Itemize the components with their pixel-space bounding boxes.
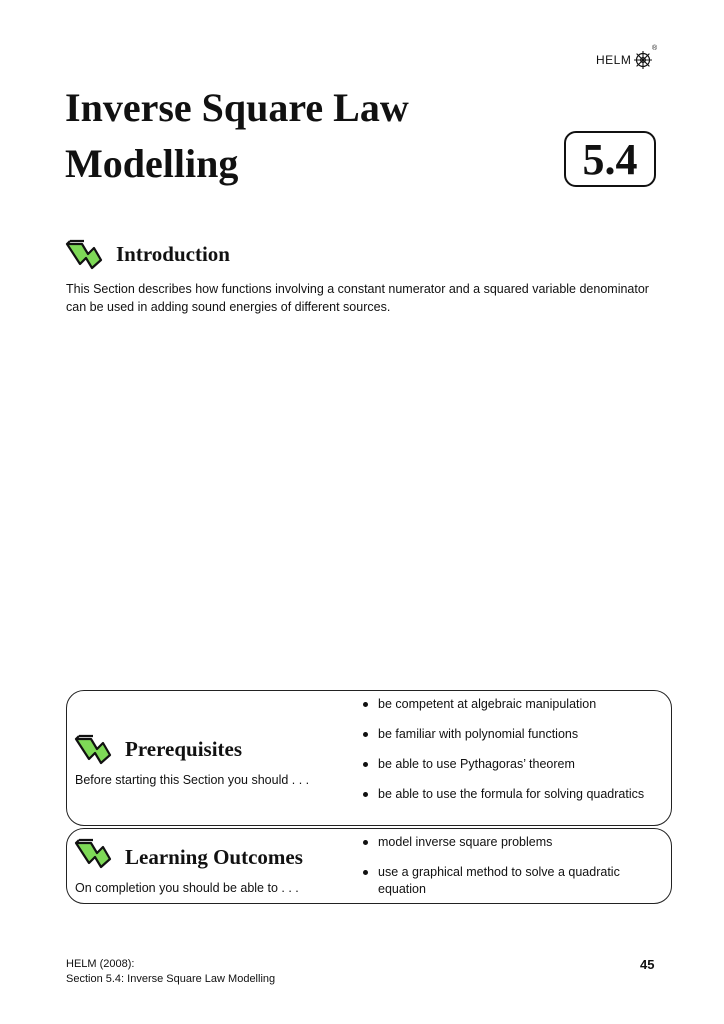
title-line-2: Modelling xyxy=(65,141,239,186)
prerequisites-subtitle: Before starting this Section you should . . . xyxy=(75,773,310,787)
learning-outcomes-heading: Learning Outcomes xyxy=(125,845,303,869)
page-title xyxy=(65,80,409,192)
list-item: be familiar with polynomial functions xyxy=(363,726,648,743)
learning-outcomes-box xyxy=(66,828,672,904)
footer xyxy=(66,957,275,987)
introduction-text: This Section describes how functions involving a constant numerator and a squared variable denominator can be used in adding sound energies of different sources. xyxy=(66,282,649,314)
prerequisites-list xyxy=(363,696,648,803)
section-number: 5.4 xyxy=(564,131,656,187)
prerequisites-box xyxy=(66,690,672,826)
learning-outcomes-subtitle: On completion you should be able to . . . xyxy=(75,881,299,895)
arrow-icon xyxy=(64,238,104,272)
footer-line-2: Section 5.4: Inverse Square Law Modelling xyxy=(66,973,276,985)
introduction-heading: Introduction xyxy=(116,242,230,266)
prerequisites-heading: Prerequisites xyxy=(125,737,243,761)
list-item: use a graphical method to solve a quadratic equation xyxy=(363,864,648,898)
helm-wheel-icon xyxy=(633,50,653,70)
arrow-icon xyxy=(73,837,113,871)
title-line-1: Inverse Square Law xyxy=(65,85,409,130)
footer-line-1: HELM (2008): xyxy=(66,958,135,970)
helm-logo xyxy=(596,45,658,72)
list-item: be able to use the formula for solving quadratics xyxy=(363,786,648,803)
page-number: 45 xyxy=(640,957,655,972)
arrow-icon xyxy=(73,733,113,767)
learning-outcomes-list xyxy=(363,834,648,898)
list-item: model inverse square problems xyxy=(363,834,648,851)
registered-mark: ® xyxy=(652,45,658,52)
list-item: be competent at algebraic manipulation xyxy=(363,696,648,713)
logo-text: HELM xyxy=(596,53,632,67)
list-item: be able to use Pythagoras’ theorem xyxy=(363,756,648,773)
